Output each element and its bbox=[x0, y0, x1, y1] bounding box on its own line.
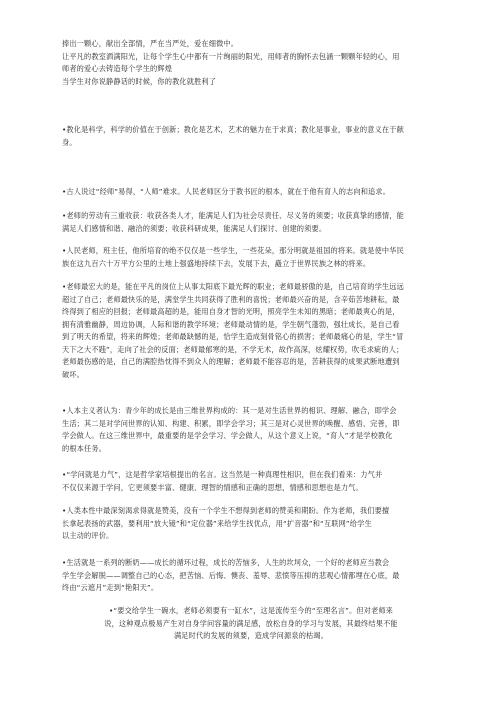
text-line: 以主动的评价。 bbox=[62, 531, 114, 540]
text-line: 满足人们感情和谐、融洽的须要；收获科研成果，能满足人们探讨、创建的须要。 bbox=[62, 223, 327, 233]
text-line: •人民老师，班主任，他所培育的绝不仅仅是一些学生，一些花朵，那分明就是祖国的将来。就是使中华民 bbox=[62, 246, 404, 255]
text-line: 破坏。 bbox=[62, 369, 85, 379]
text-line: •“要交给学生一碗水，老师必须要有一缸水”，这是流传至今的“至理名言”。但对老师来 bbox=[108, 606, 394, 615]
paragraph-teacher-greatest bbox=[62, 281, 440, 381]
paragraph-head-teacher bbox=[62, 245, 440, 270]
paragraph-weaning bbox=[62, 557, 440, 595]
text-line: •教化是科学，科学的价值在于创新；教化是艺术，艺术的魅力在于求真；教化是事业，事业的意义在于献 bbox=[62, 125, 404, 134]
text-line: 捧出一颗心，献出全部情，严在当严处，爱在细微中。 bbox=[62, 39, 239, 48]
text-line: 生活；其二是对学问世界的认知、构建、积累，即学会学习；其三是对心灵世界的唤醒、感悟、完善，即 bbox=[62, 418, 400, 428]
text-line: 学会做人。在这三维世界中，最重要的是学会学习、学会做人，从这个意义上说，“育人”才是学校教化 bbox=[62, 431, 393, 440]
paragraph-jingshi-renshi bbox=[62, 186, 440, 199]
paragraph-humanism bbox=[62, 405, 440, 455]
text-line: 让平凡的教室洒满阳光，让每个学生心中都有一片绚丽的阳光，用师者的胸怀去包涵一颗颗年轻的心，用 bbox=[62, 51, 400, 61]
text-line: 终得到了相应的回报；老师最高超的是，能用自身才智的光明，照亮学生未知的黑暗；老师最爽心的是， bbox=[62, 307, 400, 316]
text-line: 到了明天的希望，将来的辉煌；老师最缺憾的是，恰学生造成刻骨铭心的损害；老师最痛心的是，学生“冒 bbox=[62, 332, 404, 341]
text-line: 学生学会解脱——调整自己的心态，把苦恼、后悔、懊丧、羞辱、悲愤等压抑的悲观心情都埋在心底，最 bbox=[62, 570, 400, 580]
text-line: 族在这九百六十万平方公里的土地上强盛地持续下去，发展下去，矗立于世界民族之林的将来。 bbox=[62, 258, 371, 268]
text-line: 的根本任务。 bbox=[62, 443, 107, 453]
text-line: •人本主义者认为：青少年的成长是由三维世界构成的：其一是对生活世界的相识、理解、融合，即学会 bbox=[62, 406, 397, 415]
text-line: •生活就是一系列的断奶——成长的循环过程，成长的苦恼多，人生的坎坷众，一个好的老师应当教会 bbox=[62, 558, 390, 567]
paragraph-three-harvests bbox=[62, 210, 440, 235]
paragraph-praise bbox=[62, 505, 440, 543]
text-line: 说，这种观点极易产生对自身学问容量的满足感，放松自身的学习与发展，其最终结果不能 bbox=[104, 618, 398, 628]
paragraph-bowl-of-water bbox=[62, 605, 440, 643]
text-line: •古人说过“经师”易得，“人师”难求。人民老师区分于教书匠的根本，就在于他有育人的志向和追求。 bbox=[62, 187, 391, 196]
text-line: 超过了自己；老师最快乐的是，满堂学生共同获得了胜利的喜悦；老师最兴奋的是，含辛茹苦地耕耘，最 bbox=[62, 294, 400, 304]
text-line: 身。 bbox=[62, 137, 77, 147]
text-line: •人类本性中最深刻渴求得就是赞美，没有一个学生不想得到老师的赞美和期盼。作为老师，我们要擅 bbox=[62, 506, 390, 515]
paragraph-opening-quotes bbox=[62, 38, 440, 88]
paragraph-knowledge-power bbox=[62, 469, 440, 494]
text-line: 天下之大不韪”，走向了社会的反面；老师最郁寒的是，不学无术，故作高深，炫耀权势，吹毛求疵的人； bbox=[62, 344, 404, 354]
text-line: 满足时代的发展的须要，造成学问源泉的枯竭。 bbox=[173, 631, 329, 640]
text-line: •老师最宏大的是，能在平凡的岗位上从事太阳底下最光辉的职业；老师最骄傲的是，自己培育的学生远远 bbox=[62, 282, 404, 291]
text-line: •“学问就是力气”，这是哲学家培根提出的名言。这当然是一种真理性相识，但在我们看来：力气并 bbox=[62, 470, 383, 479]
text-line: 老师最伤感的是，自己的满腔热忱得不到众人的理解；老师最不能容忍的是，苦耕获得的成果武断地遭到 bbox=[62, 357, 400, 366]
text-line: 拥有清雅幽静，周边协调，人际和谐的教学环境；老师最动情的是，学生朝气蓬勃，强壮成长，是自己看 bbox=[62, 319, 400, 329]
text-line: 不仅仅来源于学问，它更须要丰富、健康、理智的情感和正确的思想，情感和思想也是力气。 bbox=[62, 482, 363, 492]
text-line: •老师的劳动有三重收获：收获各类人才，能满足人们为社会尽责任、尽义务的须要；收获真挚的感情，能 bbox=[62, 211, 404, 220]
text-line: 当学生对你说静静话的时候，你的教化就胜利了 bbox=[62, 76, 217, 86]
text-line: 师者的爱心去铸造每个学生的辉煌 bbox=[62, 64, 173, 73]
text-line: 长拿起表扬的武器，要利用“放大镜”和“定位器”来给学生找优点，用“扩音器”和“互联网”给学生 bbox=[62, 518, 372, 528]
text-line: 终由“云遮月”走到“艳阳天”。 bbox=[62, 583, 159, 592]
paragraph-education-science bbox=[62, 124, 440, 149]
